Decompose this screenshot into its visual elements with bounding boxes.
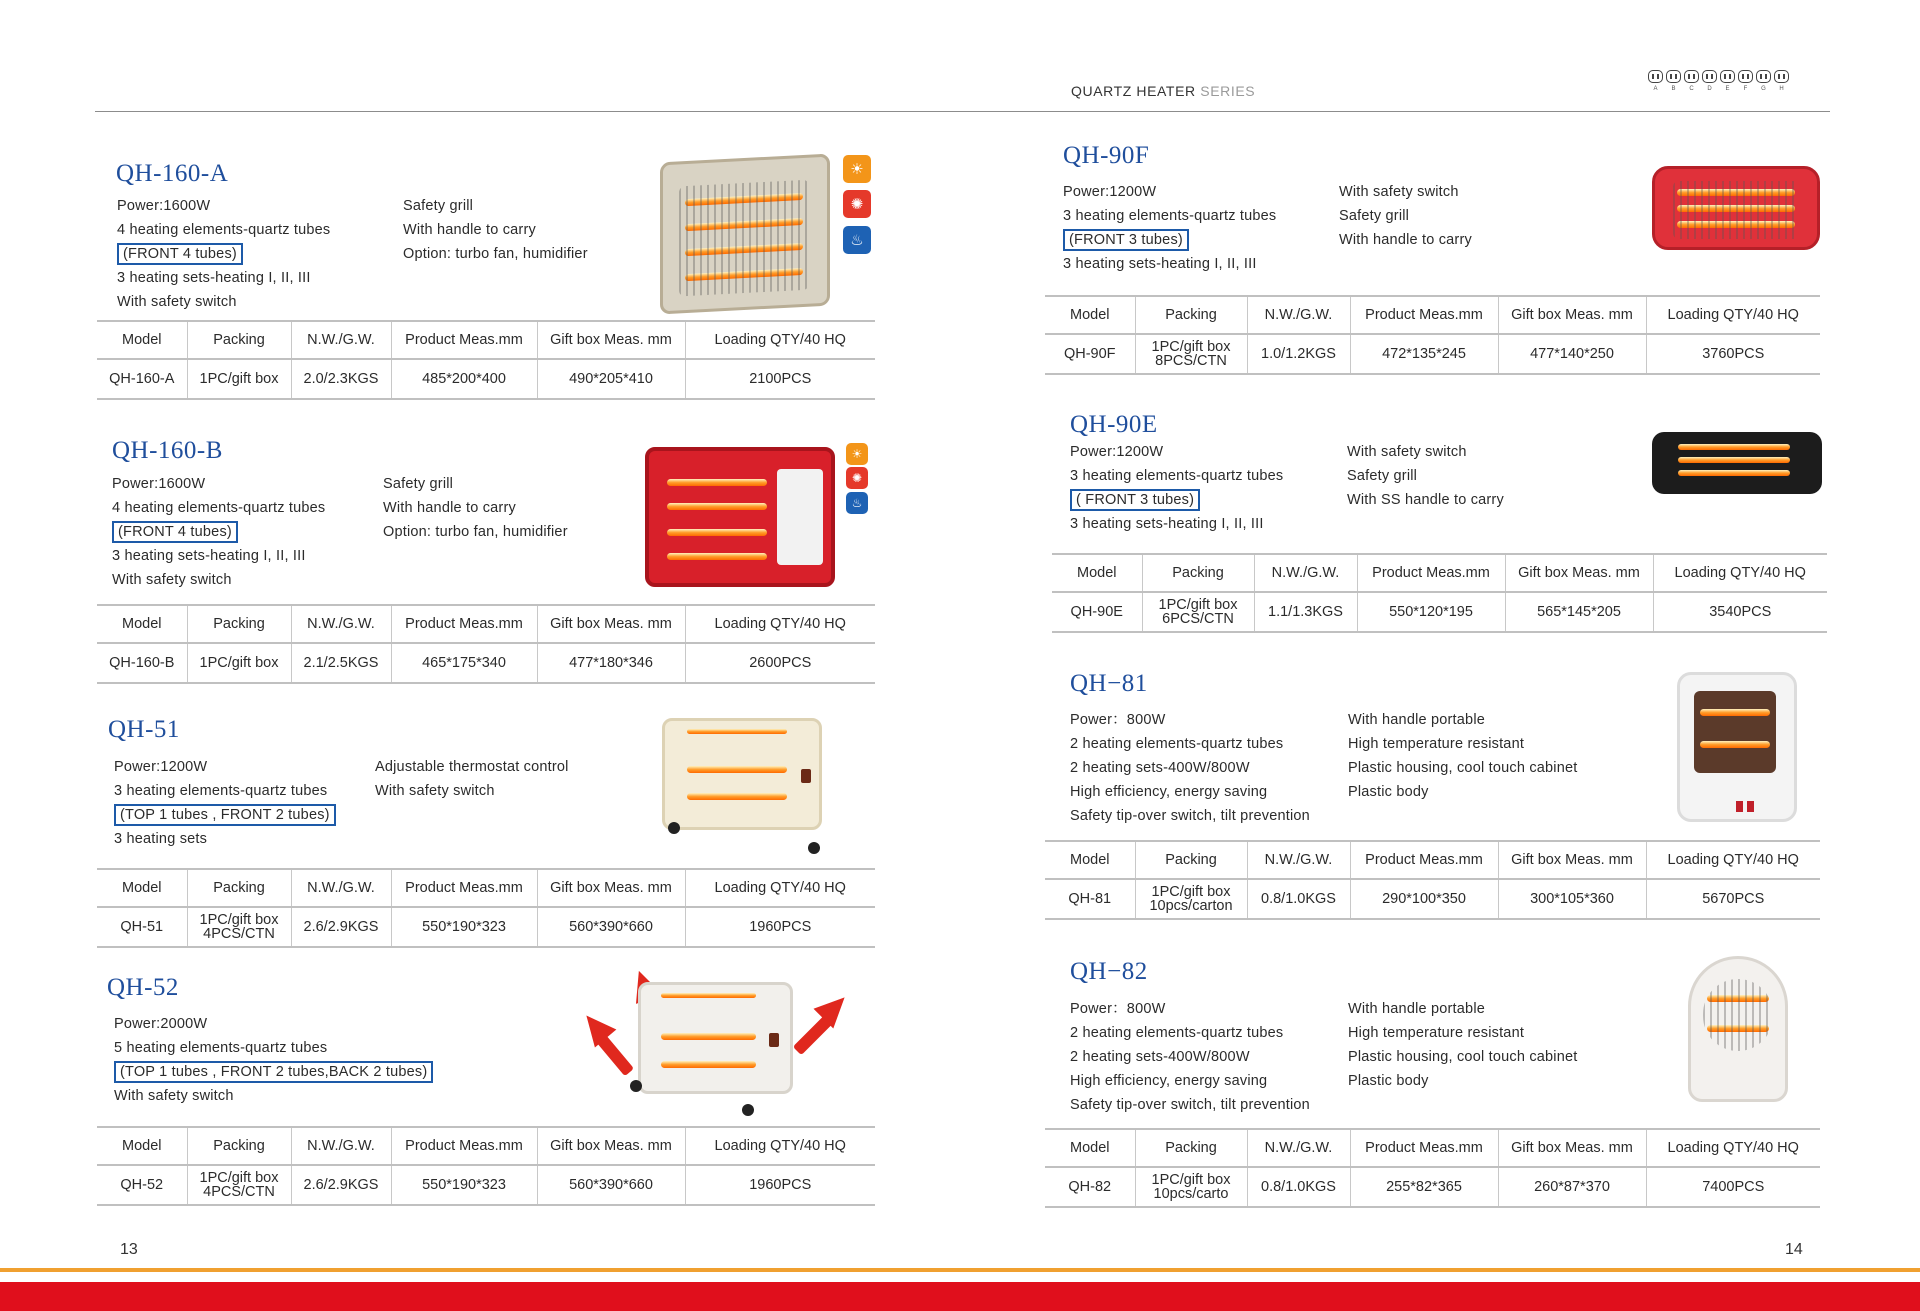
tube-layout-box: (FRONT 4 tubes)	[112, 521, 238, 543]
plug-c-icon	[1684, 70, 1699, 92]
spec-list-left	[1070, 997, 1310, 1117]
col-header-model: Model	[97, 321, 187, 359]
spec-item: Safety grill	[403, 198, 474, 214]
cell-model: QH-90E	[1052, 592, 1142, 632]
col-header-loading: Loading QTY/40 HQ	[685, 321, 875, 359]
heater-photo	[1677, 672, 1797, 822]
spec-item: Option: turbo fan, humidifier	[403, 246, 588, 262]
humidifier-icon: ♨	[843, 226, 871, 254]
col-header-loading: Loading QTY/40 HQ	[685, 1127, 875, 1165]
product-title: QH-52	[107, 974, 179, 1001]
spec-item: 3 heating elements-quartz tubes	[114, 783, 328, 799]
packing-line: 10pcs/carto	[1153, 1186, 1229, 1202]
spec-item: Plastic body	[1348, 784, 1429, 800]
packing-line: 1PC/gift box	[1151, 1172, 1231, 1188]
spec-list-left	[1063, 180, 1276, 276]
col-header-loading: Loading QTY/40 HQ	[1646, 841, 1820, 879]
quartz-tube	[687, 729, 787, 734]
quartz-tube	[1678, 470, 1790, 476]
cell-weight: 2.0/2.3KGS	[291, 359, 391, 399]
cell-giftbox-meas: 560*390*660	[537, 907, 685, 947]
heater-photo	[1652, 432, 1822, 494]
table-header-row	[97, 321, 875, 359]
series-title-light: SERIES	[1200, 83, 1256, 99]
col-header-packing: Packing	[1135, 841, 1247, 879]
col-header-giftbox-meas: Gift box Meas. mm	[1498, 296, 1646, 334]
plug-letter: F	[1743, 86, 1748, 92]
col-header-model: Model	[97, 605, 187, 643]
spec-item: With safety switch	[117, 294, 237, 310]
cell-weight: 2.1/2.5KGS	[291, 643, 391, 683]
plug-b-icon	[1666, 70, 1681, 92]
spec-item: With handle to carry	[403, 222, 536, 238]
caster-wheel	[668, 822, 680, 834]
cell-giftbox-meas: 560*390*660	[537, 1165, 685, 1205]
spec-list-left	[114, 1012, 433, 1108]
cell-weight: 1.0/1.2KGS	[1247, 334, 1350, 374]
cell-packing	[1142, 592, 1254, 632]
cell-loading: 7400PCS	[1646, 1167, 1820, 1207]
spec-item: High temperature resistant	[1348, 736, 1525, 752]
cell-loading: 1960PCS	[685, 907, 875, 947]
col-header-giftbox-meas: Gift box Meas. mm	[1498, 1129, 1646, 1167]
heater-photo	[660, 154, 830, 315]
spec-list-left	[1070, 440, 1283, 536]
cell-weight: 2.6/2.9KGS	[291, 907, 391, 947]
quartz-tube	[661, 1033, 756, 1040]
spec-list-right	[1339, 180, 1472, 252]
quartz-tube	[661, 993, 756, 998]
spec-list-left	[114, 755, 336, 851]
plug-a-icon	[1648, 70, 1663, 92]
col-header-packing: Packing	[1142, 554, 1254, 592]
spec-item: 2 heating elements-quartz tubes	[1070, 736, 1284, 752]
col-header-weight: N.W./G.W.	[1247, 1129, 1350, 1167]
col-header-model: Model	[1045, 296, 1135, 334]
table-row	[1045, 1167, 1820, 1207]
spec-item: Option: turbo fan, humidifier	[383, 524, 568, 540]
col-header-product-meas: Product Meas.mm	[391, 605, 537, 643]
quartz-tube	[1678, 444, 1790, 450]
tube-layout-box: (TOP 1 tubes , FRONT 2 tubes)	[114, 804, 336, 826]
spec-item: Power:1200W	[114, 759, 208, 775]
spec-item: With safety switch	[1347, 444, 1467, 460]
cell-model: QH-52	[97, 1165, 187, 1205]
col-header-packing: Packing	[187, 869, 291, 907]
cell-product-meas: 255*82*365	[1350, 1167, 1498, 1207]
plug-type-icons	[1648, 70, 1789, 92]
cell-model: QH-51	[97, 907, 187, 947]
spec-item: Power:1200W	[1070, 444, 1164, 460]
spec-item: Power:1600W	[112, 476, 206, 492]
heater-photo	[638, 982, 793, 1094]
cell-packing	[1135, 1167, 1247, 1207]
col-header-giftbox-meas: Gift box Meas. mm	[537, 605, 685, 643]
product-title: QH-90F	[1063, 142, 1150, 169]
col-header-product-meas: Product Meas.mm	[1350, 296, 1498, 334]
col-header-weight: N.W./G.W.	[291, 1127, 391, 1165]
spec-item: 4 heating elements-quartz tubes	[117, 222, 331, 238]
series-title	[1071, 83, 1255, 99]
spec-list-left	[112, 472, 325, 592]
col-header-packing: Packing	[1135, 296, 1247, 334]
cell-giftbox-meas: 477*140*250	[1498, 334, 1646, 374]
plug-letter: C	[1689, 86, 1694, 92]
cell-loading: 2100PCS	[685, 359, 875, 399]
col-header-packing: Packing	[187, 605, 291, 643]
tube-layout-box: ( FRONT 3 tubes)	[1070, 489, 1200, 511]
col-header-model: Model	[1045, 1129, 1135, 1167]
spec-item: Power：800W	[1070, 712, 1166, 728]
table-header-row	[97, 1127, 875, 1165]
spec-table	[1045, 295, 1820, 375]
cell-loading: 5670PCS	[1646, 879, 1820, 919]
series-title-main: QUARTZ HEATER	[1071, 83, 1196, 99]
cell-packing	[187, 907, 291, 947]
cell-product-meas: 550*120*195	[1357, 592, 1505, 632]
quartz-tube	[667, 553, 767, 560]
col-header-model: Model	[1052, 554, 1142, 592]
packing-line: 1PC/gift box	[1158, 597, 1238, 613]
col-header-product-meas: Product Meas.mm	[1350, 1129, 1498, 1167]
col-header-product-meas: Product Meas.mm	[1350, 841, 1498, 879]
product-title: QH−82	[1070, 958, 1148, 985]
col-header-weight: N.W./G.W.	[291, 321, 391, 359]
plug-letter: G	[1761, 86, 1766, 92]
page-number-right: 14	[1785, 1241, 1803, 1258]
col-header-product-meas: Product Meas.mm	[391, 321, 537, 359]
table-row	[97, 1165, 875, 1205]
spec-item: Power：800W	[1070, 1001, 1166, 1017]
col-header-model: Model	[97, 1127, 187, 1165]
cell-giftbox-meas: 490*205*410	[537, 359, 685, 399]
spec-list-right	[403, 194, 588, 266]
spec-item: 3 heating sets-heating I, II, III	[1070, 516, 1264, 532]
spec-item: 3 heating sets-heating I, II, III	[1063, 256, 1257, 272]
quartz-tube	[667, 529, 767, 536]
spec-item: Safety grill	[383, 476, 454, 492]
spec-item: 2 heating sets-400W/800W	[1070, 1049, 1250, 1065]
col-header-giftbox-meas: Gift box Meas. mm	[537, 321, 685, 359]
spec-item: Power:1200W	[1063, 184, 1157, 200]
spec-item-tube-layout	[114, 1060, 433, 1084]
packing-line: 8PCS/CTN	[1155, 353, 1227, 369]
spec-table	[97, 868, 875, 948]
tube-layout-box: (FRONT 3 tubes)	[1063, 229, 1189, 251]
cell-weight: 1.1/1.3KGS	[1254, 592, 1357, 632]
cell-weight: 0.8/1.0KGS	[1247, 1167, 1350, 1207]
sun-icon: ☀	[843, 155, 871, 183]
footer-accent-line	[0, 1268, 1920, 1272]
col-header-giftbox-meas: Gift box Meas. mm	[1505, 554, 1653, 592]
col-header-giftbox-meas: Gift box Meas. mm	[1498, 841, 1646, 879]
cell-packing	[187, 359, 291, 399]
spec-item: With safety switch	[112, 572, 232, 588]
cell-weight: 2.6/2.9KGS	[291, 1165, 391, 1205]
switch	[1747, 801, 1754, 812]
header-divider	[95, 111, 1830, 112]
cell-product-meas: 290*100*350	[1350, 879, 1498, 919]
table-row	[97, 907, 875, 947]
packing-line: 10pcs/carton	[1149, 898, 1233, 914]
plug-letter: E	[1725, 86, 1730, 92]
cell-product-meas: 465*175*340	[391, 643, 537, 683]
cell-loading: 3760PCS	[1646, 334, 1820, 374]
spec-item: With SS handle to carry	[1347, 492, 1504, 508]
quartz-tube	[1678, 457, 1790, 463]
plug-letter: B	[1671, 86, 1676, 92]
col-header-product-meas: Product Meas.mm	[391, 1127, 537, 1165]
packing-line: 6PCS/CTN	[1162, 611, 1234, 627]
col-header-product-meas: Product Meas.mm	[391, 869, 537, 907]
table-row	[97, 643, 875, 683]
cell-model: QH-90F	[1045, 334, 1135, 374]
spec-item: 3 heating elements-quartz tubes	[1070, 468, 1284, 484]
packing-line: 1PC/gift box	[199, 912, 279, 928]
quartz-tube	[661, 1061, 756, 1068]
table-row	[1052, 592, 1827, 632]
cell-model: QH-81	[1045, 879, 1135, 919]
spec-list-right	[383, 472, 568, 544]
cell-weight: 0.8/1.0KGS	[1247, 879, 1350, 919]
product-title: QH−81	[1070, 670, 1148, 697]
heater-photo	[1652, 166, 1820, 250]
tube-layout-box: (FRONT 4 tubes)	[117, 243, 243, 265]
col-header-loading: Loading QTY/40 HQ	[685, 869, 875, 907]
spec-item: Safety grill	[1347, 468, 1418, 484]
packing-line: 1PC/gift box	[199, 1170, 279, 1186]
spec-item: With handle to carry	[383, 500, 516, 516]
cell-packing	[187, 643, 291, 683]
col-header-product-meas: Product Meas.mm	[1357, 554, 1505, 592]
packing-line: 1PC/gift box	[1151, 884, 1231, 900]
cell-product-meas: 550*190*323	[391, 1165, 537, 1205]
packing-line: 1PC/gift box	[199, 655, 279, 671]
table-header-row	[1045, 841, 1820, 879]
cell-loading: 3540PCS	[1653, 592, 1827, 632]
quartz-tube	[1700, 709, 1770, 716]
cell-model: QH-82	[1045, 1167, 1135, 1207]
safety-grill	[1673, 181, 1799, 239]
caster-wheel	[808, 842, 820, 854]
quartz-tube	[667, 479, 767, 486]
table-header-row	[1052, 554, 1827, 592]
heater-photo	[662, 718, 822, 830]
spec-item: 2 heating elements-quartz tubes	[1070, 1025, 1284, 1041]
control-knob	[769, 1033, 779, 1047]
spec-item: Safety tip-over switch, tilt prevention	[1070, 808, 1310, 824]
spec-item: 3 heating sets-heating I, II, III	[117, 270, 311, 286]
spec-item-tube-layout	[117, 242, 330, 266]
plug-h-icon	[1774, 70, 1789, 92]
spec-item: 3 heating sets-heating I, II, III	[112, 548, 306, 564]
switch	[1736, 801, 1743, 812]
plug-d-icon	[1702, 70, 1717, 92]
packing-line: 1PC/gift box	[199, 371, 279, 387]
spec-table	[97, 604, 875, 684]
col-header-giftbox-meas: Gift box Meas. mm	[537, 1127, 685, 1165]
cell-giftbox-meas: 260*87*370	[1498, 1167, 1646, 1207]
spec-item-tube-layout	[114, 803, 336, 827]
col-header-model: Model	[1045, 841, 1135, 879]
spec-table	[1045, 840, 1820, 920]
caster-wheel	[630, 1080, 642, 1092]
packing-line: 4PCS/CTN	[203, 1184, 275, 1200]
spec-item: 2 heating sets-400W/800W	[1070, 760, 1250, 776]
tube-layout-box: (TOP 1 tubes , FRONT 2 tubes,BACK 2 tubes)	[114, 1061, 433, 1083]
plug-letter: D	[1707, 86, 1712, 92]
quartz-tube	[667, 503, 767, 510]
footer-bar	[0, 1282, 1920, 1311]
safety-grill	[1703, 979, 1773, 1051]
page-number-left: 13	[120, 1241, 138, 1258]
packing-line: 4PCS/CTN	[203, 926, 275, 942]
plug-letter: H	[1779, 86, 1784, 92]
plug-e-icon	[1720, 70, 1735, 92]
sun-icon: ☀	[846, 443, 868, 465]
plug-letter: A	[1653, 86, 1658, 92]
table-header-row	[1045, 1129, 1820, 1167]
table-row	[1045, 334, 1820, 374]
spec-item: With handle portable	[1348, 712, 1485, 728]
spec-item: Plastic housing, cool touch cabinet	[1348, 760, 1578, 776]
col-header-loading: Loading QTY/40 HQ	[1646, 1129, 1820, 1167]
col-header-giftbox-meas: Gift box Meas. mm	[537, 869, 685, 907]
table-row	[97, 359, 875, 399]
cell-giftbox-meas: 565*145*205	[1505, 592, 1653, 632]
spec-item: High efficiency, energy saving	[1070, 784, 1268, 800]
reflector	[1694, 691, 1776, 773]
quartz-tube	[1700, 741, 1770, 748]
quartz-tube	[687, 793, 787, 800]
spec-list-left	[1070, 708, 1310, 828]
spec-item: High efficiency, energy saving	[1070, 1073, 1268, 1089]
packing-line: 1PC/gift box	[1151, 339, 1231, 355]
cell-loading: 2600PCS	[685, 643, 875, 683]
col-header-weight: N.W./G.W.	[291, 869, 391, 907]
col-header-loading: Loading QTY/40 HQ	[685, 605, 875, 643]
spec-item: Plastic body	[1348, 1073, 1429, 1089]
cell-packing	[187, 1165, 291, 1205]
quartz-tube	[687, 766, 787, 773]
spec-list-right	[1347, 440, 1504, 512]
cell-model: QH-160-B	[97, 643, 187, 683]
spec-item: Safety grill	[1339, 208, 1410, 224]
product-title: QH-160-A	[116, 160, 229, 187]
spec-item: Plastic housing, cool touch cabinet	[1348, 1049, 1578, 1065]
col-header-packing: Packing	[1135, 1129, 1247, 1167]
cell-product-meas: 550*190*323	[391, 907, 537, 947]
caster-wheel	[742, 1104, 754, 1116]
spec-item: With handle to carry	[1339, 232, 1472, 248]
spec-item: 3 heating sets	[114, 831, 208, 847]
spec-item: High temperature resistant	[1348, 1025, 1525, 1041]
spec-item: 5 heating elements-quartz tubes	[114, 1040, 328, 1056]
spec-item: With safety switch	[375, 783, 495, 799]
cell-loading: 1960PCS	[685, 1165, 875, 1205]
fan-icon: ✺	[843, 190, 871, 218]
product-title: QH-51	[108, 716, 180, 743]
safety-grill	[679, 180, 809, 297]
spec-table	[97, 1126, 875, 1206]
plug-g-icon	[1756, 70, 1771, 92]
cell-packing	[1135, 879, 1247, 919]
spec-table	[1052, 553, 1827, 633]
col-header-loading: Loading QTY/40 HQ	[1646, 296, 1820, 334]
humidifier-icon: ♨	[846, 492, 868, 514]
spec-item: With safety switch	[1339, 184, 1459, 200]
spec-item: 4 heating elements-quartz tubes	[112, 500, 326, 516]
cell-product-meas: 472*135*245	[1350, 334, 1498, 374]
cell-giftbox-meas: 477*180*346	[537, 643, 685, 683]
heater-photo	[645, 447, 835, 587]
table-row	[1045, 879, 1820, 919]
spec-item: Power:1600W	[117, 198, 211, 214]
table-header-row	[1045, 296, 1820, 334]
fan-icon: ✺	[846, 467, 868, 489]
table-header-row	[97, 869, 875, 907]
spec-table	[97, 320, 875, 400]
product-title: QH-90E	[1070, 411, 1158, 438]
col-header-packing: Packing	[187, 1127, 291, 1165]
spec-item: Adjustable thermostat control	[375, 759, 569, 775]
col-header-packing: Packing	[187, 321, 291, 359]
spec-table	[1045, 1128, 1820, 1208]
spec-item: With safety switch	[114, 1088, 234, 1104]
col-header-weight: N.W./G.W.	[1254, 554, 1357, 592]
spec-list-right	[1348, 708, 1577, 804]
cell-model: QH-160-A	[97, 359, 187, 399]
spec-item: Safety tip-over switch, tilt prevention	[1070, 1097, 1310, 1113]
plug-f-icon	[1738, 70, 1753, 92]
spec-item: With handle portable	[1348, 1001, 1485, 1017]
control-panel	[777, 469, 823, 565]
col-header-weight: N.W./G.W.	[1247, 296, 1350, 334]
col-header-weight: N.W./G.W.	[291, 605, 391, 643]
table-header-row	[97, 605, 875, 643]
spec-item-tube-layout	[1070, 488, 1283, 512]
col-header-loading: Loading QTY/40 HQ	[1653, 554, 1827, 592]
spec-list-right	[1348, 997, 1577, 1093]
spec-item: 3 heating elements-quartz tubes	[1063, 208, 1277, 224]
control-knob	[801, 769, 811, 783]
cell-packing	[1135, 334, 1247, 374]
cell-product-meas: 485*200*400	[391, 359, 537, 399]
col-header-model: Model	[97, 869, 187, 907]
spec-list-left	[117, 194, 330, 314]
spec-item-tube-layout	[112, 520, 325, 544]
spec-item: Power:2000W	[114, 1016, 208, 1032]
product-title: QH-160-B	[112, 437, 223, 464]
spec-item-tube-layout	[1063, 228, 1276, 252]
spec-list-right	[375, 755, 569, 803]
col-header-weight: N.W./G.W.	[1247, 841, 1350, 879]
cell-giftbox-meas: 300*105*360	[1498, 879, 1646, 919]
heater-photo	[1688, 956, 1788, 1102]
